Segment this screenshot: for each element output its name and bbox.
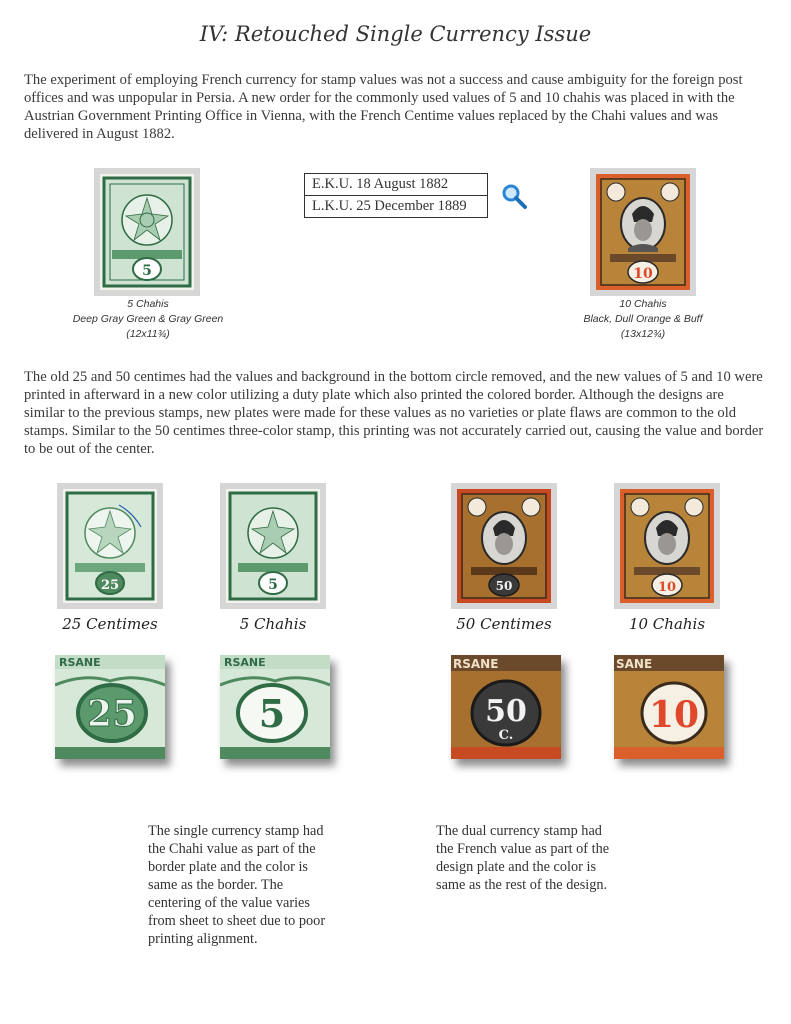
stamp-value: 5: [142, 263, 152, 279]
stamp-10-chahis-top: [590, 168, 696, 296]
zoom-value: 25: [86, 693, 138, 735]
stamp-value: 10: [633, 266, 653, 282]
stamp-25-centimes: [57, 483, 163, 609]
usage-dates-box: [304, 173, 488, 218]
stamp-10-chahis: [614, 483, 720, 609]
stamp-5-chahis-top: [94, 168, 200, 296]
zoom-5-chahis: [220, 655, 330, 759]
zoom-inscription: SANE: [616, 657, 653, 671]
retouch-paragraph: The old 25 and 50 centimes had the values and background in the bottom circle removed, and the new values of 5 and 10 were printed in afterward in a new color utilizing a duty plate which also printed the colored border. Although the designs are similar to the previous stamps, new plates were made for these values as no varieties or plate flaws are common to the old stamps. Similar to the 50 centimes three-color stamp, this printing was not accurately carried out, causing the value and border to be out of the center.: [24, 369, 764, 457]
note-single-currency: The single currency stamp had the Chahi value as part of the border plate and the color is same as the border. The centering of the value varies from sheet to sheet due to poor printing alignment.: [148, 823, 326, 947]
zoom-10-chahis: [614, 655, 724, 759]
zoom-inscription: RSANE: [59, 656, 101, 669]
earliest-known-use: E.K.U. 18 August 1882: [312, 176, 449, 192]
intro-paragraph: The experiment of employing French currency for stamp values was not a success and cause ambiguity for the foreign post offices and was unpopular in Persia. A new order for the commonly used values of 5 and 10 chahis was placed in with the Austrian Government Printing Office in Vienna, with the French Centime values replaced by the Chahi values and was delivered in August 1882.: [24, 72, 743, 142]
label-10-chahis: 10 Chahis: [628, 615, 706, 633]
page-title: IV: Retouched Single Currency Issue: [199, 22, 592, 46]
zoom-inscription: RSANE: [224, 656, 266, 669]
zoom-currency-mark: C.: [498, 728, 514, 743]
stamp-value: 5: [268, 577, 278, 593]
zoom-value: 10: [648, 694, 700, 736]
label-25-centimes: 25 Centimes: [62, 615, 158, 633]
note-dual-currency: The dual currency stamp had the French value as part of the design plate and the color is same as the rest of the design.: [436, 823, 610, 893]
zoom-25-centimes: [55, 655, 165, 759]
zoom-value: 50: [485, 694, 527, 729]
latest-known-use: L.K.U. 25 December 1889: [305, 195, 487, 217]
stamp-50-centimes: [451, 483, 557, 609]
stamp-value: 10: [657, 580, 677, 595]
caption-line-3: (13x12¾): [620, 328, 666, 340]
label-5-chahis: 5 Chahis: [239, 615, 307, 633]
caption-10-chahis: [543, 297, 743, 342]
caption-line-2: Deep Gray Green & Gray Green: [72, 313, 224, 325]
zoom-value: 5: [258, 691, 286, 736]
label-50-centimes: 50 Centimes: [456, 615, 552, 633]
caption-line-1: 10 Chahis: [619, 298, 667, 310]
zoom-50-centimes: [451, 655, 561, 759]
stamp-5-chahis: [220, 483, 326, 609]
caption-5-chahis: [48, 297, 248, 342]
zoom-inscription: RSANE: [453, 657, 499, 671]
magnifier-icon[interactable]: [500, 182, 528, 210]
stamp-value: 50: [495, 579, 513, 593]
caption-line-2: Black, Dull Orange & Buff: [583, 313, 703, 325]
caption-line-1: 5 Chahis: [127, 298, 169, 310]
stamp-value: 25: [100, 578, 120, 593]
caption-line-3: (12x11¾): [126, 328, 170, 340]
